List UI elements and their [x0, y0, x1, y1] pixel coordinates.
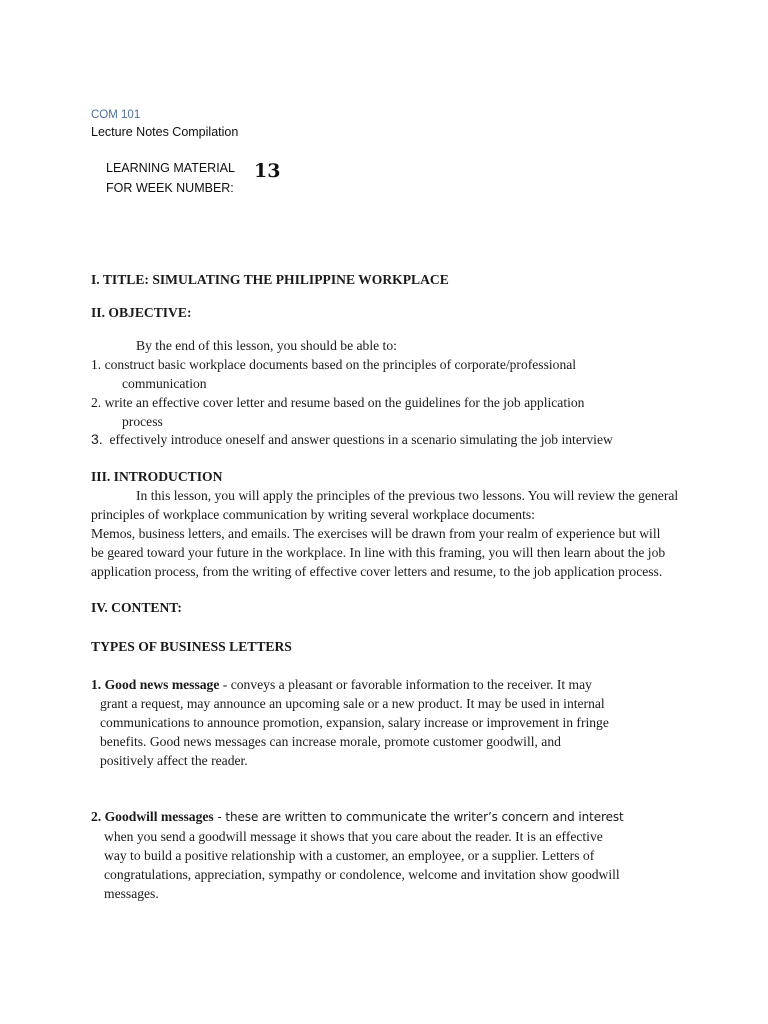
introduction-line: be geared toward your future in the workplace. In line with this framing, you will then learn about the job — [91, 545, 666, 560]
types-of-business-letters-heading: TYPES OF BUSINESS LETTERS — [91, 639, 292, 654]
introduction-line: In this lesson, you will apply the principles of the previous two lessons. You will review the general — [136, 488, 679, 503]
goodwill-messages-item — [91, 807, 651, 903]
objective-intro: By the end of this lesson, you should be able to: — [136, 338, 397, 353]
goodwill-messages-line: when you send a goodwill message it shows that you care about the reader. It is an effective — [104, 829, 603, 844]
goodwill-messages-line: congratulations, appreciation, sympathy or condolence, welcome and invitation show goodwill — [104, 867, 620, 882]
learning-material-line2: FOR WEEK NUMBER: — [106, 181, 234, 195]
objective-heading: II. OBJECTIVE: — [91, 305, 192, 320]
good-news-message-line: grant a request, may announce an upcoming sale or a new product. It may be used in internal — [100, 696, 605, 711]
introduction-heading: III. INTRODUCTION — [91, 469, 223, 484]
introduction-paragraph — [91, 486, 691, 581]
good-news-message-line: benefits. Good news messages can increase morale, promote customer goodwill, and — [100, 734, 561, 749]
good-news-message-line: positively affect the reader. — [100, 753, 248, 768]
section-title-heading: I. TITLE: SIMULATING THE PHILIPPINE WORKPLACE — [91, 272, 449, 287]
learning-material-label — [106, 158, 235, 198]
introduction-line: Memos, business letters, and emails. The exercises will be drawn from your realm of experience but will — [91, 526, 661, 541]
objective-item-3 — [91, 430, 613, 449]
good-news-message-line: communications to announce promotion, expansion, salary increase or improvement in fringe — [100, 715, 609, 730]
goodwill-messages-term: 2. Goodwill messages — [91, 809, 214, 824]
objective-item-3-number: 3. — [91, 431, 103, 447]
goodwill-messages-definition: - these are written to communicate the writer’s concern and interest — [213, 810, 624, 824]
goodwill-messages-line: way to build a positive relationship with a customer, an employee, or a supplier. Letters of — [104, 848, 595, 863]
good-news-message-definition: - conveys a pleasant or favorable information to the receiver. It may — [219, 677, 592, 692]
objective-item-3-text: effectively introduce oneself and answer questions in a scenario simulating the job interview — [109, 432, 613, 447]
objective-item-1-cont: communication — [122, 376, 207, 391]
goodwill-messages-line: messages. — [104, 886, 159, 901]
good-news-message-item — [91, 675, 651, 770]
goodwill-messages-first-line — [91, 807, 651, 827]
objective-item-2: 2. write an effective cover letter and resume based on the guidelines for the job application — [91, 395, 585, 410]
objective-item-2-cont: process — [122, 414, 163, 429]
content-heading: IV. CONTENT: — [91, 600, 182, 615]
good-news-message-first-line — [91, 675, 651, 694]
document-subtitle: Lecture Notes Compilation — [91, 125, 239, 139]
objective-item-1: 1. construct basic workplace documents based on the principles of corporate/professional — [91, 357, 577, 372]
week-number: 13 — [254, 160, 281, 182]
learning-material-line1: LEARNING MATERIAL — [106, 161, 235, 175]
introduction-line: application process, from the writing of effective cover letters and resume, to the job application process. — [91, 564, 663, 579]
course-code: COM 101 — [91, 109, 141, 121]
introduction-line: principles of workplace communication by writing several workplace documents: — [91, 507, 535, 522]
good-news-message-term: 1. Good news message — [91, 677, 220, 692]
